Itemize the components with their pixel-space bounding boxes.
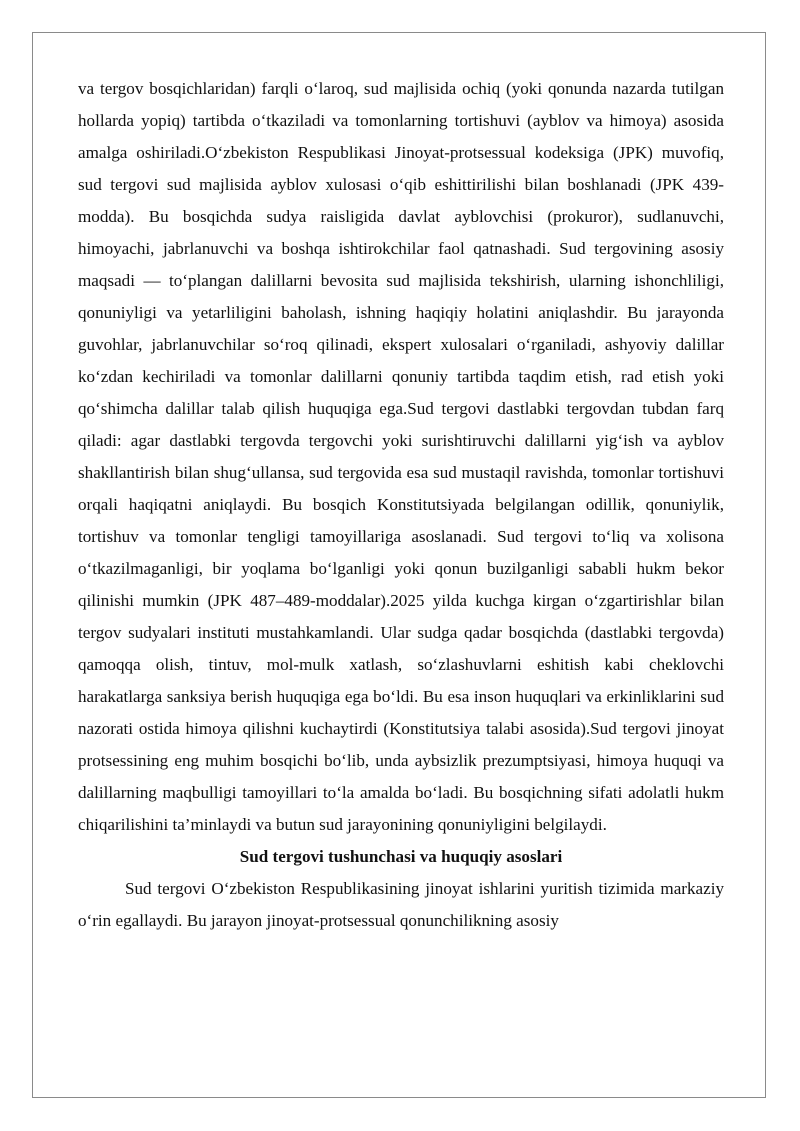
body-paragraph: va tergov bosqichlaridan) farqli o‘laroq, sud majlisida ochiq (yoki qonunda nazarda tutilgan hollarda yopiq) tartibda o‘tkaziladi va tomonlarning tortishuvi (ayblov va himoya) asosida amalga oshiriladi.O‘zbekiston Respublikasi Jinoyat-protsessual kodeksiga (JPK) muvofiq, sud tergovi sud majlisida ayblov xulosasi o‘qib eshittirilishi bilan boshlanadi (JPK 439-modda). Bu bosqichda sudya raisligida davlat ayblovchisi (prokuror), sudlanuvchi, himoyachi, jabrlanuvchi va boshqa ishtirokchilar faol qatnashadi. Sud tergovining asosiy maqsadi — to‘plangan dalillarni bevosita sud majlisida tekshirish, ularning ishonchliligi, qonuniyligi va yetarliligini baholash, ishning haqiqiy holatini aniqlashdir. Bu jarayonda guvohlar, jabrlanuvchilar so‘roq qilinadi, ekspert xulosalari o‘rganiladi, ashyoviy dalillar ko‘zdan kechiriladi va tomonlar dalillarni qonuniy tartibda taqdim etish, rad etish yoki qo‘shimcha dalillar talab qilish huquqiga ega.Sud tergovi dastlabki tergovdan tubdan farq qiladi: agar dastlabki tergovda tergovchi yoki surishtiruvchi dalillarni yig‘ish va ayblov shakllantirish bilan shug‘ullansa, sud tergovida esa sud mustaqil ravishda, tomonlar tortishuvi orqali haqiqatni aniqlaydi. Bu bosqich Konstitutsiyada belgilangan odillik, qonuniylik, tortishuv va tomonlar tengligi tamoyillariga asoslanadi. Sud tergovi to‘liq va xolisona o‘tkazilmaganligi, bir yoqlama bo‘lganligi yoki qonun buzilganligi sababli hukm bekor qilinishi mumkin (JPK 487–489-moddalar).2025 yilda kuchga kirgan o‘zgartirishlar bilan tergov sudyalari instituti mustahkamlandi. Ular sudga qadar bosqichda (dastlabki tergovda) qamoqqa olish, tintuv, mol-mulk xatlash, so‘zlashuvlarni eshitish kabi cheklovchi harakatlarga sanksiya berish huquqiga ega bo‘ldi. Bu esa inson huquqlari va erkinliklarini sud nazorati ostida himoya qilishni kuchaytirdi (Konstitutsiya talabi asosida).Sud tergovi jinoyat protsessining eng muhim bosqichi bo‘lib, unda aybsizlik prezumptsiyasi, himoya huquqi va dalillarning maqbulligi tamoyillari to‘la amalda bo‘ladi. Bu bosqichning sifati adolatli hukm chiqarilishini ta’minlaydi va butun sud jarayonining qonuniyligini belgilaydi. bbox=[78, 79, 724, 834]
document-body bbox=[78, 73, 724, 937]
section-heading: Sud tergovi tushunchasi va huquqiy asoslari bbox=[239, 847, 563, 866]
body-paragraph-continued: Sud tergovi O‘zbekiston Respublikasining jinoyat ishlarini yuritish tizimida markaziy o‘rin egallaydi. Bu jarayon jinoyat-protsessual qonunchilikning asosiy bbox=[78, 879, 724, 930]
